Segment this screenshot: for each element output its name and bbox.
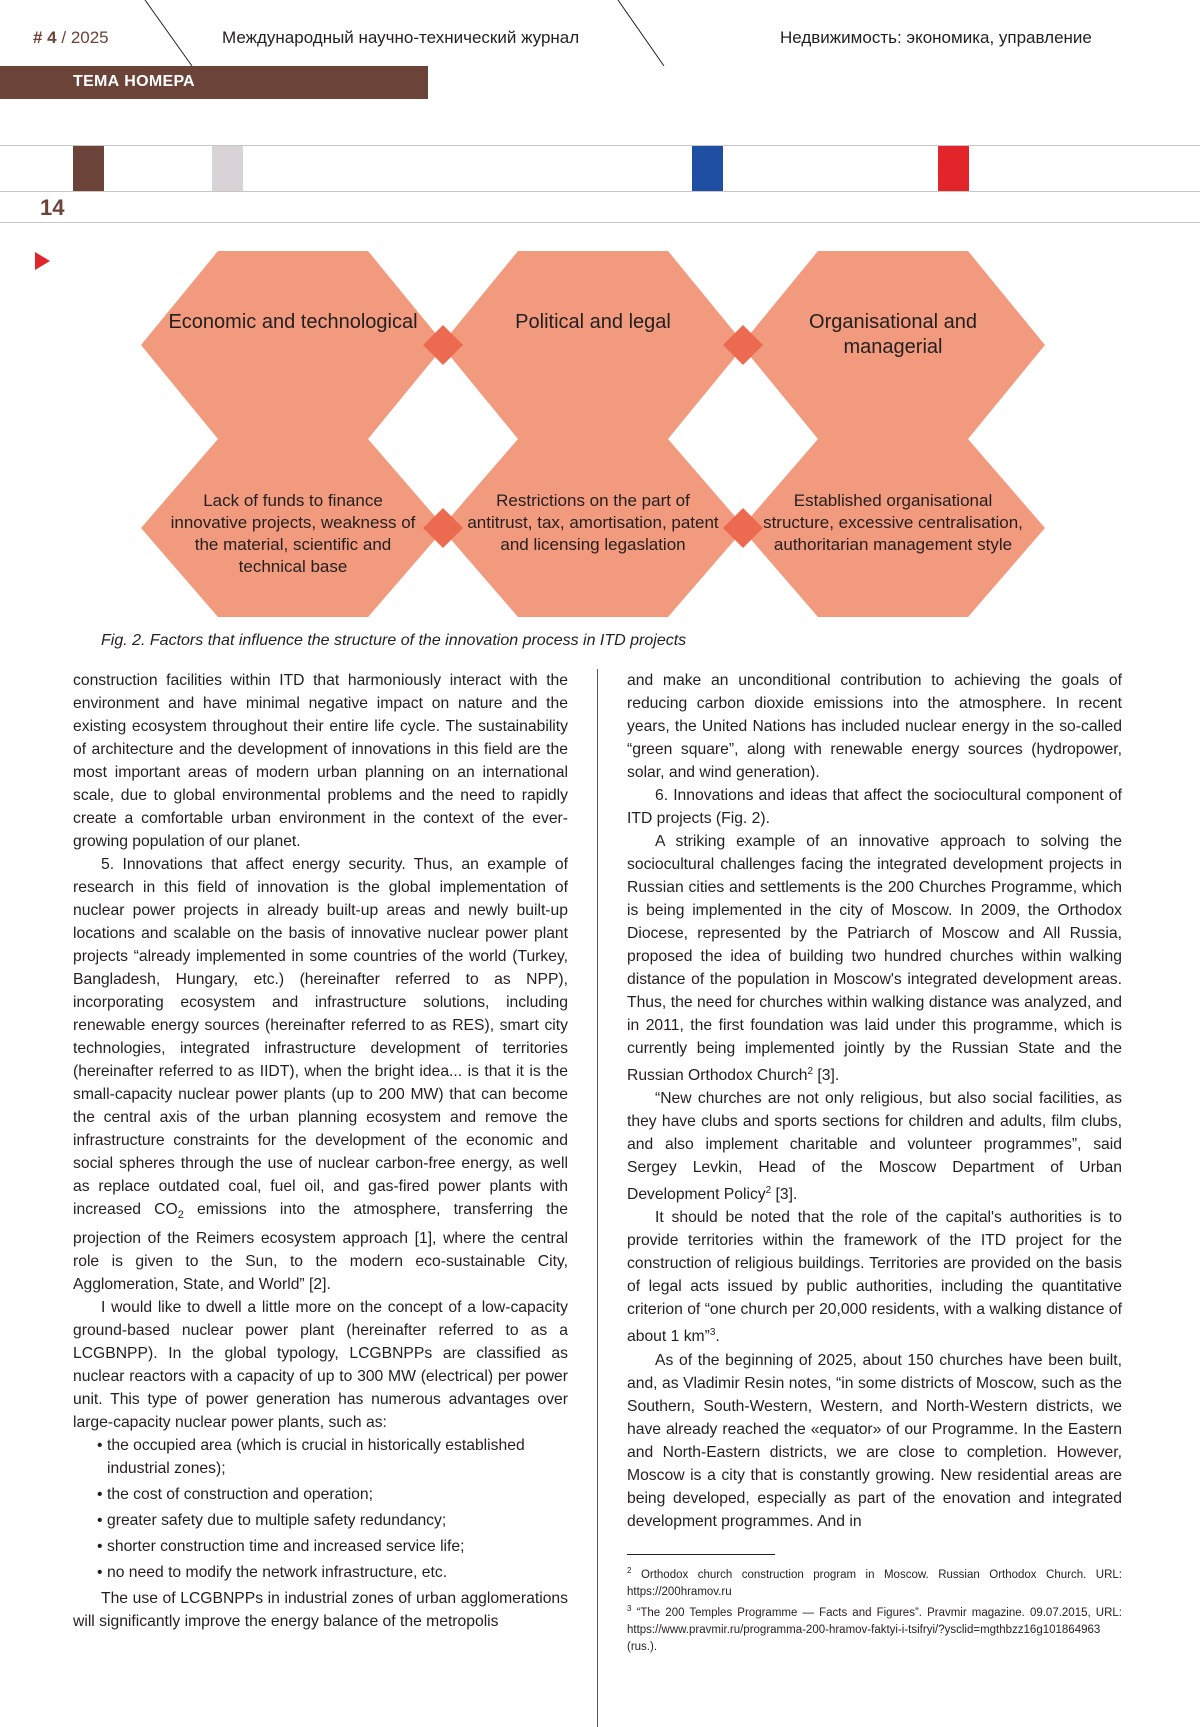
journal-section-title: Недвижимость: экономика, управление [780, 28, 1092, 47]
paragraph-sociocultural: 6. Innovations and ideas that affect the sociocultural component of ITD projects (Fig. 2). [627, 787, 1122, 827]
hexagon-text-political: Restrictions on the part of antitrust, tax, amortisation, patent and licensing legaslation [467, 491, 719, 554]
paragraph: construction facilities within ITD that harmoniously interact with the environment and have minimal negative impact on nature and the existing ecosystem throughout their entire life cycle. The sustainability of architecture and the development of innovations in this field are the most important areas of modern urban planning on an international scale, due to global environmental problems and the need to rapidly create a comfortable urban environment in the context of the ever-growing population of our planet. [73, 672, 568, 850]
footnote-3: $^3$ “The 200 Temples Programme — Facts and Figures”. Pravmir magazine. 09.07.2015, URL: https://www.pravmir.ru/programma-200-hramov-faktyi-i-tsifryi/?ysclid=mgthbzz16g101864963 (rus.). [627, 1604, 1122, 1653]
list-item: • the occupied area (which is crucial in historically established industrial zones); [107, 1434, 568, 1480]
rubric-bar [0, 66, 428, 99]
figure-2 [0, 240, 1200, 630]
figure-caption: Fig. 2. Factors that influence the structure of the innovation process in ITD projects [101, 632, 687, 649]
decor-line-bottom [0, 222, 1200, 223]
list-item: • no need to modify the network infrastructure, etc. [107, 1561, 568, 1584]
page-number: 14 [40, 195, 65, 220]
paragraph-quote-levkin: “New churches are not only religious, but also social facilities, as they have clubs and sports sections for children and adults, film clubs, and also implement charitable and volunteer programmes”, said Sergey Levkin, Head of the Moscow Department of Urban Development Policy$^2$ [3]. [627, 1090, 1122, 1204]
decor-line-middle [0, 191, 1200, 192]
hexagon-title-economic: Economic and technological [168, 311, 418, 333]
column-divider [597, 669, 598, 1727]
hexagon-text-organisational: Established organisational structure, excessive centralisation, authoritarian management style [763, 491, 1023, 554]
decor-line-top [0, 145, 1200, 146]
list-item: • the cost of construction and operation; [107, 1483, 568, 1506]
decor-square-red [938, 146, 969, 191]
journal-title: Международный научно-технический журнал [222, 28, 580, 47]
issue-number: # 4 / 2025 [33, 28, 109, 47]
paragraph-lcgbnpp: I would like to dwell a little more on the concept of a low-capacity ground-based nuclear power plant (hereinafter referred to as a LCGBNPP). In the global typology, LCGBNPPs are classified as nuclear reactors with a capacity of up to 300 MW (electrical) per power unit. This type of power generation has numerous advantages over large-capacity nuclear power plants, such as: [73, 1299, 568, 1432]
decor-square-gray [212, 146, 243, 191]
list-item: • shorter construction time and increased service life; [107, 1535, 568, 1558]
footnote-2: $^2$ Orthodox church construction program in Moscow. Russian Orthodox Church. URL: https://200hramov.ru [627, 1566, 1122, 1598]
paragraph-200-churches: A striking example of an innovative approach to solving the sociocultural challenges facing the integrated development projects in Russian cities and settlements is the 200 Churches Programme, which is being implemented in the city of Moscow. In 2009, the Orthodox Diocese, represented by the Patriarch of Moscow and All Russia, proposed the idea of building two hundred churches within walking distance of the population in Moscow's integrated development areas. Thus, the need for churches within walking distance was analyzed, and in 2011, the first foundation was laid under this programme, which is currently being implemented jointly by the Russian State and the Russian Orthodox Church$^2$ [3]. [627, 833, 1122, 1085]
hexagon-text-economic: Lack of funds to finance innovative projects, weakness of the material, scientific and technical base [170, 491, 416, 576]
paragraph: and make an unconditional contribution to achieving the goals of reducing carbon dioxide emissions into the atmosphere. In recent years, the United Nations has included nuclear energy in the so-called “green square”, along with renewable energy sources (hydropower, solar, and wind generation). [627, 672, 1122, 781]
paragraph-energy-security: 5. Innovations that affect energy security. Thus, an example of research in this field of innovation is the global implementation of nuclear power projects in already built-up areas and newly built-up locations and scalable on the basis of innovative nuclear power plant projects “already implemented in some countries of the world (Turkey, Bangladesh, Hungary, etc.) (hereinafter referred to as NPP), incorporating ecosystem and infrastructure solutions, including renewable energy sources (hereinafter referred to as RES), smart city technologies, integrated infrastructure development of territories (hereinafter referred to as IIDT), when the bright idea... is that it is the small-capacity nuclear power plants (up to 200 MW) that can become the central axis of the urban planning ecosystem and remove the infrastructure constraints for the development of the economic and social spheres through the use of nuclear carbon-free energy, as well as replace outdated coal, fuel oil, and gas-fired power plants with increased $CO_2$ emissions into the atmosphere, transferring the projection of the Reimers ecosystem approach [1], where the central role is given to the Sun, to the modern eco-sustainable City, Agglomeration, State, and World” [2]. [73, 856, 568, 1294]
decor-square-blue [692, 146, 723, 191]
rubric-label: ТЕМА НОМЕРА [73, 73, 195, 90]
left-column [73, 669, 568, 1633]
advantages-list [73, 1434, 568, 1584]
paragraph-resin: As of the beginning of 2025, about 150 churches have been built, and, as Vladimir Resin notes, “in some districts of Moscow, such as the Southern, South-Western, Western, and North-Western districts, we have already reached the «equator» of our Programme. In the Eastern and North-Eastern districts, we are close to completion. However, Moscow is a city that is constantly growing. New residential areas are being developed, especially as part of the enovation and integrated development programmes. And in [627, 1351, 1122, 1530]
footnote-rule [627, 1554, 775, 1555]
decor-square-brown [73, 146, 104, 191]
paragraph: The use of LCGBNPPs in industrial zones of urban agglomerations will significantly improve the energy balance of the metropolis [73, 1590, 568, 1631]
paragraph-authorities: It should be noted that the role of the capital's authorities is to provide territories within the framework of the ITD project for the construction of religious buildings. Territories are provided on the basis of legal acts issued by public authorities, including the quantitative criterion of “one church per 20,000 residents, with a walking distance of about 1 km”$^3$. [627, 1209, 1122, 1346]
right-column [627, 669, 1122, 1533]
list-item: • greater safety due to multiple safety redundancy; [107, 1509, 568, 1532]
hexagon-title-organisational: Organisational and managerial [809, 311, 977, 358]
hexagon-title-political: Political and legal [515, 311, 671, 333]
